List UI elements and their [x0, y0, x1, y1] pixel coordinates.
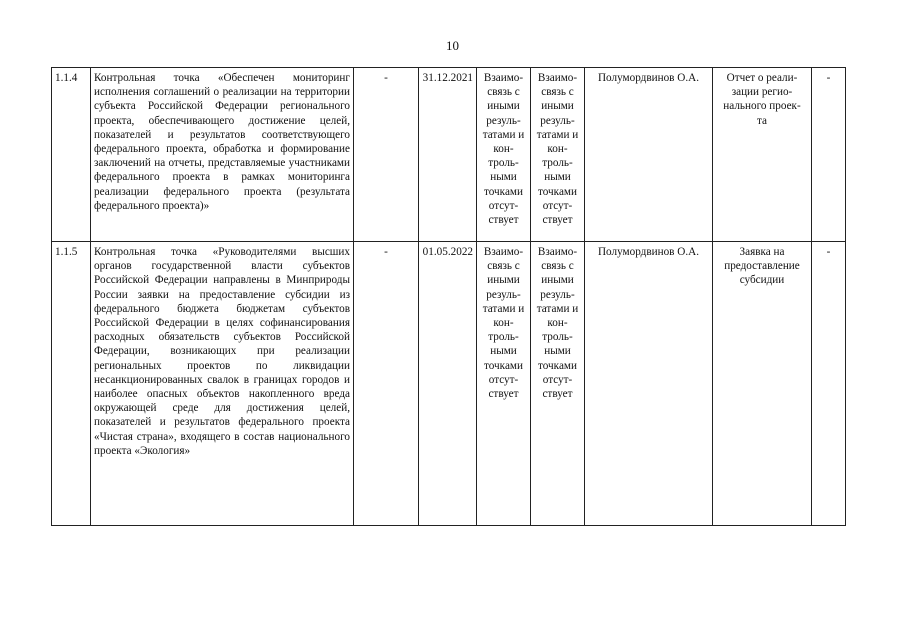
result-type: Отчет о реали- зации регио- нального проек- та	[713, 68, 812, 242]
responsible-person: Полумордвинов О.А.	[585, 242, 713, 526]
relation-predecessor: Взаимо- связь с иными резуль- татами и кон- троль- ными точками отсут- ствует	[477, 68, 531, 242]
row-number: 1.1.4	[52, 68, 91, 242]
last-column-value: -	[812, 242, 846, 526]
start-date: -	[354, 242, 419, 526]
relation-successor: Взаимо- связь с иными резуль- татами и кон- троль- ными точками отсут- ствует	[531, 242, 585, 526]
relation-successor: Взаимо- связь с иными резуль- татами и кон- троль- ными точками отсут- ствует	[531, 68, 585, 242]
end-date: 01.05.2022	[419, 242, 477, 526]
page-number: 10	[446, 38, 459, 53]
table-row	[52, 242, 846, 526]
relation-predecessor: Взаимо- связь с иными резуль- татами и кон- троль- ными точками отсут- ствует	[477, 242, 531, 526]
end-date: 31.12.2021	[419, 68, 477, 242]
start-date: -	[354, 68, 419, 242]
table-row	[52, 68, 846, 242]
control-point-description: Контрольная точка «Руководителями высших органов государственной власти субъектов Российской Федерации направлены в Минприроды России заявки на предоставление субсидии из федерального бюджета бюджетам субъектов Российской Федерации в целях софинансирования расходных обязательств субъектов Российской Федерации, возникающих при реализации региональных проектов по ликвидации несанкционированных свалок в границах городов и наиболее опасных объектов накопленного вреда окружающей среде для достижения целей, показателей и результатов федерального проекта «Чистая страна», входящего в состав национального проекта «Экология»	[91, 242, 354, 526]
responsible-person: Полумордвинов О.А.	[585, 68, 713, 242]
result-type: Заявка на предоставление субсидии	[713, 242, 812, 526]
last-column-value: -	[812, 68, 846, 242]
row-number: 1.1.5	[52, 242, 91, 526]
control-point-description: Контрольная точка «Обеспечен мониторинг исполнения соглашений о реализации на территории субъекта Российской Федерации регионального проекта, обеспечивающего достижение целей, показателей и результатов соответствующего федерального проекта, обработка и формирование заключений на отчеты, представляемые участниками федерального проекта в рамках мониторинга реализации федерального проекта (результата федерального проекта)»	[91, 68, 354, 242]
control-points-table	[51, 67, 846, 526]
